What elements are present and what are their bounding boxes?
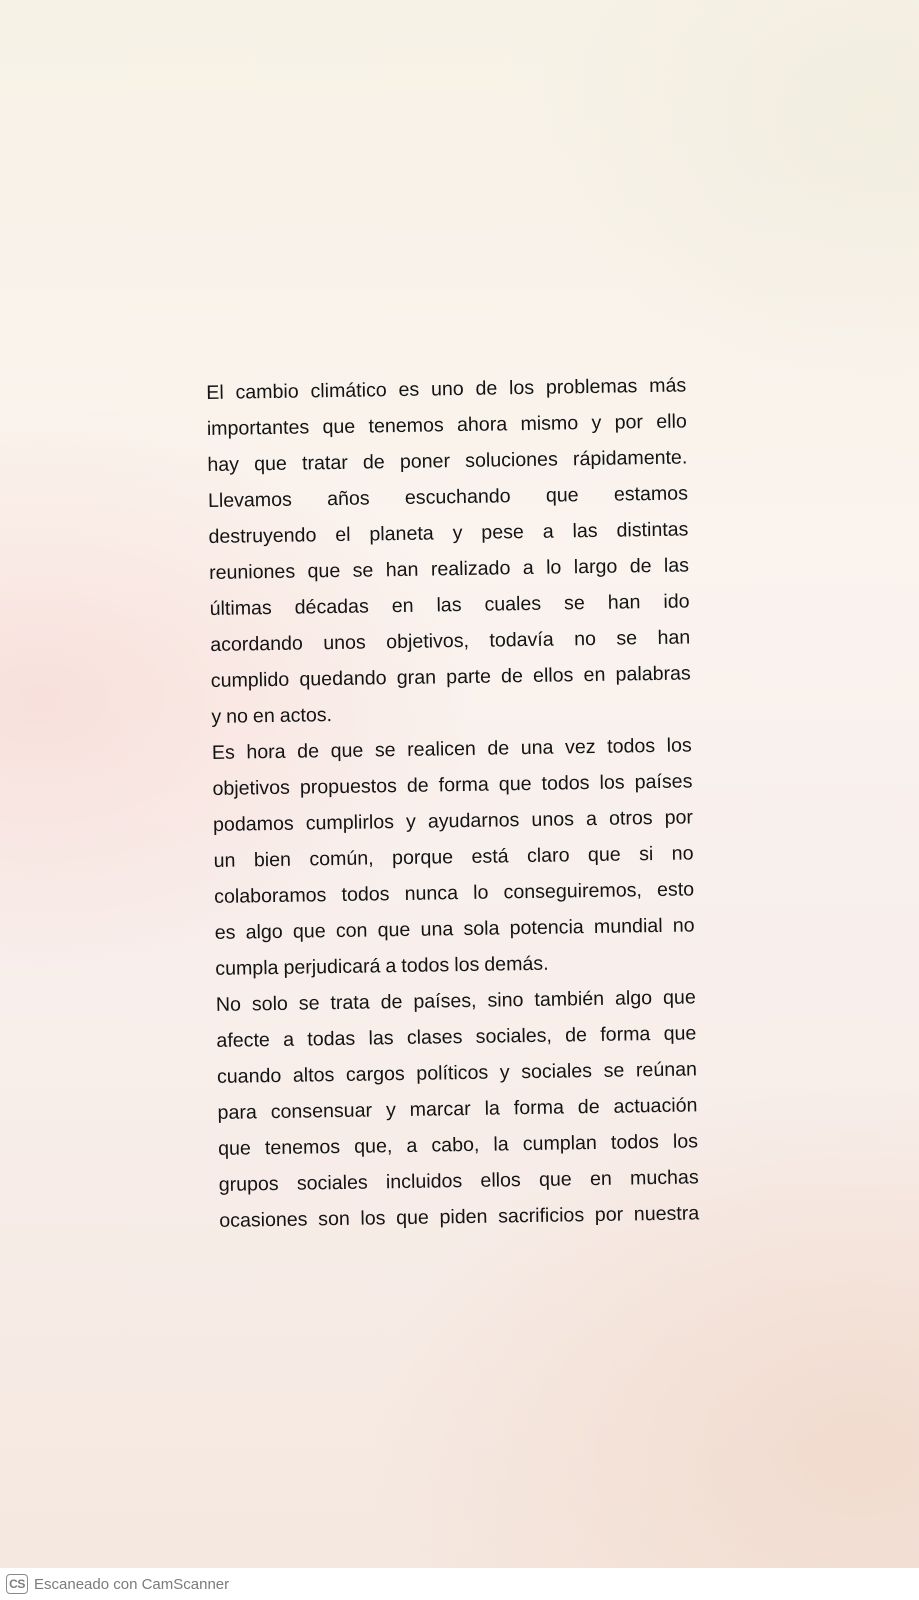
word: a	[385, 955, 397, 978]
word: han	[385, 558, 419, 582]
word: está	[471, 845, 509, 868]
word: muchas	[629, 1166, 699, 1190]
word: altos	[292, 1064, 335, 1087]
word: décadas	[294, 595, 369, 619]
word: palabras	[615, 662, 691, 686]
word: otros	[608, 807, 653, 830]
scanner-watermark-text: Escaneado con CamScanner	[34, 1575, 230, 1593]
word: No	[215, 993, 242, 1016]
word: gran	[396, 666, 437, 690]
word: más	[649, 374, 687, 398]
word: podamos	[212, 812, 294, 836]
word: afecte	[216, 1029, 271, 1052]
word: y	[211, 705, 222, 728]
word: cuando	[216, 1064, 282, 1088]
word: que	[662, 986, 696, 1009]
word: nunca	[404, 882, 459, 905]
word: una	[420, 918, 454, 941]
word: actuación	[613, 1094, 698, 1118]
word: vez	[564, 735, 596, 759]
word: por	[664, 806, 694, 829]
word: no	[671, 842, 694, 865]
word: común,	[309, 847, 374, 871]
word: de	[362, 451, 385, 474]
word: clases	[406, 1026, 463, 1049]
word: que,	[354, 1135, 393, 1158]
word: han	[607, 591, 641, 614]
word: cumplido	[210, 668, 290, 692]
camscanner-logo-icon: CS	[6, 1574, 28, 1594]
word: se	[352, 559, 374, 582]
word: de	[577, 1095, 600, 1119]
word: que	[217, 1137, 252, 1160]
word: las	[368, 1027, 394, 1050]
word: de	[629, 555, 652, 578]
word: también	[534, 987, 605, 1011]
word: Llevamos	[207, 488, 293, 512]
word: y	[499, 1061, 510, 1084]
word: potencia	[509, 916, 584, 940]
word: cabo,	[431, 1133, 480, 1157]
word: uno	[430, 377, 464, 401]
word: Es	[211, 741, 235, 764]
word: de	[487, 737, 510, 760]
word: sacrificios	[497, 1204, 585, 1228]
word: reúnan	[635, 1058, 698, 1082]
word: porque	[391, 846, 454, 870]
word: lo	[472, 881, 489, 904]
word: para	[217, 1101, 257, 1124]
word: las	[572, 519, 598, 543]
word: la	[484, 1097, 501, 1120]
word: que	[545, 484, 579, 507]
word: nuestra	[633, 1202, 700, 1226]
word: hora	[246, 740, 286, 764]
word: que	[254, 452, 288, 476]
word: países	[634, 770, 693, 794]
word: pese	[481, 521, 525, 544]
word: los	[454, 953, 480, 977]
word: planeta	[369, 522, 434, 546]
word: cumpla	[215, 956, 279, 980]
word: no	[672, 914, 695, 937]
word: objetivos	[212, 776, 291, 800]
word: esto	[656, 878, 695, 901]
word: todos	[610, 1130, 660, 1154]
word: cumplirlos	[305, 811, 395, 835]
word: no	[225, 705, 249, 728]
word: a	[282, 1028, 295, 1051]
word: de	[500, 665, 524, 688]
word: algo	[614, 987, 653, 1010]
word: objetivos,	[386, 629, 470, 654]
word: en	[583, 663, 606, 687]
word: claro	[526, 844, 570, 868]
word: quedando	[299, 667, 387, 691]
word: de	[475, 377, 498, 400]
word: los	[666, 734, 692, 757]
word: algo	[245, 920, 283, 944]
word: que	[498, 772, 532, 796]
word: que	[587, 843, 621, 867]
word: que	[538, 1168, 572, 1191]
word: a	[406, 1134, 418, 1157]
text-line	[216, 1015, 697, 1059]
word: grupos	[218, 1172, 279, 1196]
word: poner	[399, 450, 451, 473]
word: una	[520, 736, 554, 760]
word: colaboramos	[214, 884, 327, 908]
word: que	[292, 920, 326, 943]
word: no	[573, 627, 597, 651]
word: es	[214, 921, 236, 944]
word: el	[335, 523, 351, 546]
text-line	[214, 907, 695, 951]
word: trata	[330, 991, 370, 1015]
word: políticos	[416, 1061, 489, 1085]
word: todos	[541, 772, 590, 795]
word: de	[406, 774, 429, 797]
word: unos	[531, 808, 575, 831]
word: escuchando	[404, 485, 511, 509]
word: forma	[600, 1023, 651, 1046]
word: solo	[251, 992, 289, 1016]
word: todavía	[489, 628, 554, 652]
word: últimas	[209, 596, 272, 620]
word: perjudicará	[283, 955, 381, 979]
text-line	[211, 655, 692, 699]
body-text	[206, 367, 700, 1238]
word: y	[405, 810, 416, 833]
word: es	[398, 378, 420, 401]
word: ello	[656, 410, 687, 433]
word: y	[452, 521, 463, 545]
word: y	[591, 411, 602, 434]
word: acordando	[210, 632, 304, 656]
word: se	[616, 627, 638, 650]
word: los	[360, 1207, 386, 1230]
word: ocasiones	[219, 1208, 308, 1232]
scanner-footer	[0, 1568, 919, 1600]
word: de	[565, 1024, 588, 1047]
word: un	[213, 849, 236, 872]
word: tenemos	[368, 414, 444, 438]
word: si	[638, 843, 654, 866]
word: sociales,	[475, 1024, 553, 1048]
word: forma	[513, 1096, 565, 1120]
word: forma	[438, 773, 489, 797]
word: en	[252, 704, 275, 728]
word: se	[603, 1059, 625, 1082]
word: de	[380, 990, 403, 1014]
word: reuniones	[208, 560, 296, 584]
word: que	[377, 918, 411, 942]
word: tenemos	[264, 1135, 341, 1160]
word: realizado	[430, 557, 511, 581]
word: con	[335, 919, 368, 943]
word: mundial	[593, 914, 663, 938]
word: la	[493, 1133, 509, 1156]
word: han	[657, 626, 691, 649]
word: las	[436, 594, 462, 617]
word: que	[307, 559, 341, 583]
word: propuestos	[299, 775, 397, 799]
word: se	[374, 739, 396, 762]
text-line	[218, 1123, 699, 1167]
word: son	[318, 1207, 350, 1231]
word: largo	[573, 555, 618, 579]
word: tratar	[301, 451, 348, 475]
word: destruyendo	[208, 524, 317, 548]
word: cargos	[345, 1062, 405, 1086]
word: en	[391, 594, 414, 618]
word: todos	[401, 954, 450, 978]
word: actos.	[279, 704, 333, 727]
word: problemas	[545, 375, 638, 399]
word: que	[322, 415, 356, 439]
word: ayudarnos	[427, 809, 520, 833]
word: sociales	[296, 1171, 368, 1195]
word: piden	[439, 1205, 488, 1229]
word: sino	[487, 989, 524, 1012]
word: los	[672, 1130, 699, 1153]
word: que	[396, 1206, 430, 1230]
word: por	[594, 1203, 624, 1226]
word: El	[206, 381, 224, 404]
word: a	[542, 520, 554, 543]
word: distintas	[616, 518, 689, 542]
word: y	[385, 1099, 396, 1122]
word: sociales	[521, 1060, 593, 1084]
word: países,	[413, 989, 477, 1013]
word: realicen	[407, 737, 476, 761]
word: las	[663, 554, 690, 577]
word: que	[330, 739, 364, 763]
word: los	[508, 376, 535, 400]
word: consensuar	[270, 1099, 373, 1124]
word: ahora	[456, 413, 508, 437]
word: ellos	[480, 1169, 521, 1192]
word: que	[663, 1022, 697, 1045]
word: demás.	[484, 952, 549, 976]
word: mismo	[520, 412, 579, 436]
word: hay	[207, 453, 240, 476]
text-line	[213, 799, 694, 843]
word: todos	[606, 734, 656, 758]
word: climático	[310, 379, 387, 403]
word: rápidamente.	[572, 446, 688, 471]
text-line	[219, 1195, 700, 1239]
word: incluidos	[385, 1170, 463, 1194]
word: los	[599, 771, 625, 794]
word: en	[589, 1167, 612, 1191]
word: estamos	[613, 482, 689, 506]
word: cambio	[235, 380, 299, 404]
word: todos	[341, 883, 390, 906]
word: se	[563, 592, 585, 615]
word: lo	[545, 556, 562, 579]
word: bien	[253, 848, 292, 872]
word: sola	[463, 917, 500, 941]
word: a	[522, 556, 534, 580]
word: parte	[446, 665, 492, 689]
word: a	[585, 807, 598, 831]
word: todas	[307, 1027, 356, 1051]
word: soluciones	[465, 448, 558, 472]
word: unos	[323, 631, 366, 655]
word: ido	[663, 590, 690, 613]
word: años	[326, 487, 370, 511]
word: ellos	[532, 664, 574, 687]
word: conseguiremos,	[503, 879, 643, 904]
word: cumplan	[522, 1131, 598, 1156]
word: por	[614, 411, 644, 434]
word: se	[298, 992, 320, 1015]
word: cuales	[484, 592, 542, 616]
word: importantes	[206, 416, 310, 440]
word: de	[297, 740, 320, 763]
word: marcar	[409, 1097, 471, 1121]
